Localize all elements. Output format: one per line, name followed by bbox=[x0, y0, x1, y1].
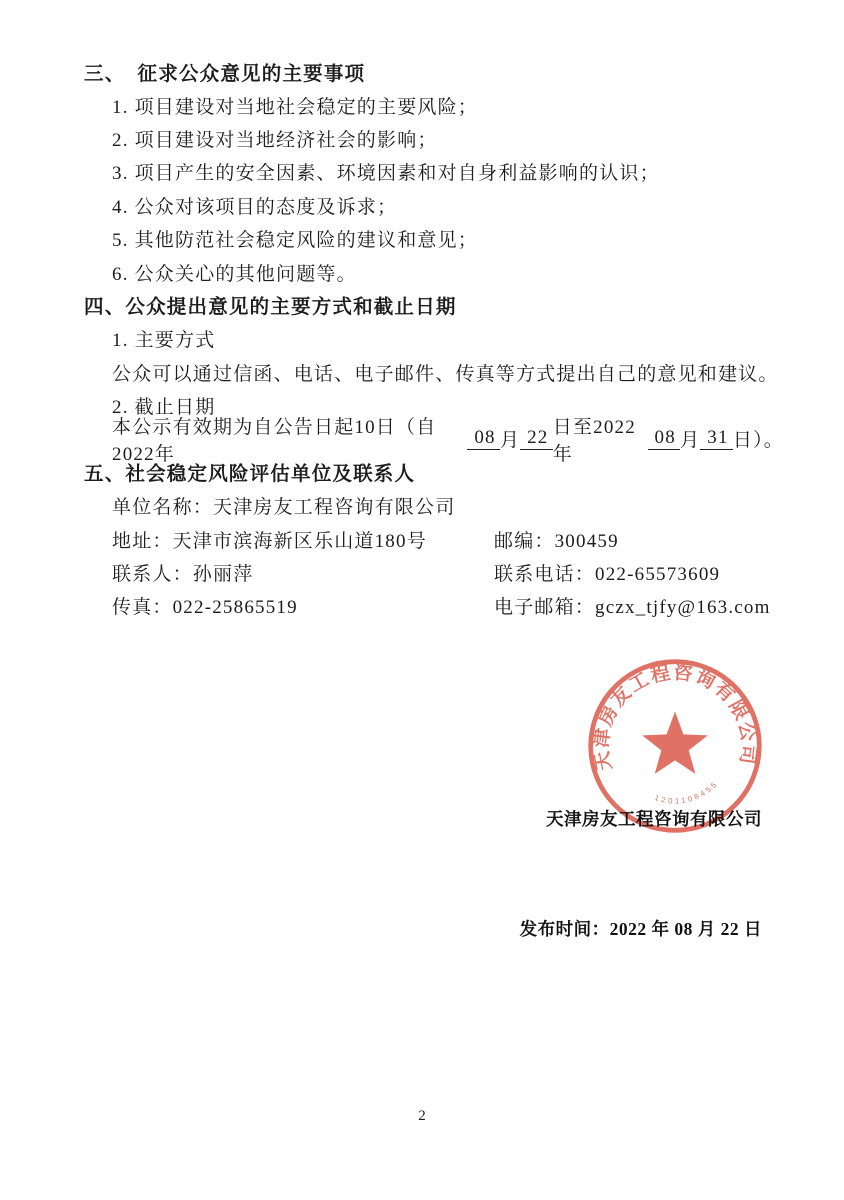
seal-serial-number: 1201108455 bbox=[653, 778, 721, 806]
contact-phone: 联系电话：022-65573609 bbox=[494, 564, 721, 586]
list-item: 6. 公众关心的其他问题等。 bbox=[112, 263, 357, 285]
section4-paragraph: 公众可以通过信函、电话、电子邮件、传真等方式提出自己的意见和建议。 bbox=[112, 363, 779, 385]
list-item: 1. 项目建设对当地社会稳定的主要风险； bbox=[112, 96, 479, 118]
list-item: 3. 项目产生的安全因素、环境因素和对自身利益影响的认识； bbox=[112, 163, 660, 185]
page-number: 2 bbox=[418, 1108, 426, 1124]
section4-heading: 四、公众提出意见的主要方式和截止日期 bbox=[84, 297, 457, 319]
contact-row bbox=[84, 522, 784, 555]
list-item: 4. 公众对该项目的态度及诉求； bbox=[112, 196, 398, 218]
contact-row bbox=[84, 589, 784, 622]
contact-company-name: 单位名称：天津房友工程咨询有限公司 bbox=[112, 497, 456, 519]
document-content bbox=[84, 55, 784, 623]
section3-heading: 三、 征求公众意见的主要事项 bbox=[84, 63, 366, 85]
signature-company: 天津房友工程咨询有限公司 bbox=[546, 809, 762, 829]
deadline-text: 月 bbox=[499, 430, 521, 452]
contact-fax: 传真：022-25865519 bbox=[112, 597, 298, 619]
publish-date: 发布时间：2022 年 08 月 22 日 bbox=[519, 918, 762, 939]
deadline-blank-month-end: 08 bbox=[648, 427, 682, 449]
signature-block bbox=[520, 728, 762, 1020]
section4-subitem: 2. 截止日期 bbox=[112, 397, 216, 419]
contact-postcode: 邮编：300459 bbox=[494, 530, 619, 552]
deadline-text: 月 bbox=[680, 430, 701, 452]
deadline-blank-day-start: 22 bbox=[521, 427, 555, 449]
section4-subitem: 1. 主要方式 bbox=[112, 330, 216, 352]
contact-email: 电子邮箱：gczx_tjfy@163.com bbox=[494, 597, 771, 619]
contact-address: 地址：天津市滨海新区乐山道180号 bbox=[112, 530, 427, 552]
deadline-text: 本公示有效期为自公告日起10日（自2022年 bbox=[112, 417, 437, 465]
deadline-text: 日）。 bbox=[732, 430, 785, 452]
deadline-blank-day-end: 31 bbox=[701, 427, 735, 449]
seal-ring-text: 天津房友工程咨询有限公司 bbox=[591, 662, 759, 773]
section4-deadline-line bbox=[84, 417, 785, 465]
list-item: 2. 项目建设对当地经济社会的影响； bbox=[112, 129, 438, 151]
deadline-text: 日至2022年 bbox=[552, 417, 636, 465]
contact-person: 联系人：孙丽萍 bbox=[112, 564, 254, 586]
contact-row bbox=[84, 489, 784, 522]
section5-heading: 五、社会稳定风险评估单位及联系人 bbox=[84, 464, 416, 486]
contact-row bbox=[84, 556, 784, 589]
deadline-blank-month-start: 08 bbox=[468, 427, 502, 449]
list-item: 5. 其他防范社会稳定风险的建议和意见； bbox=[112, 230, 479, 252]
